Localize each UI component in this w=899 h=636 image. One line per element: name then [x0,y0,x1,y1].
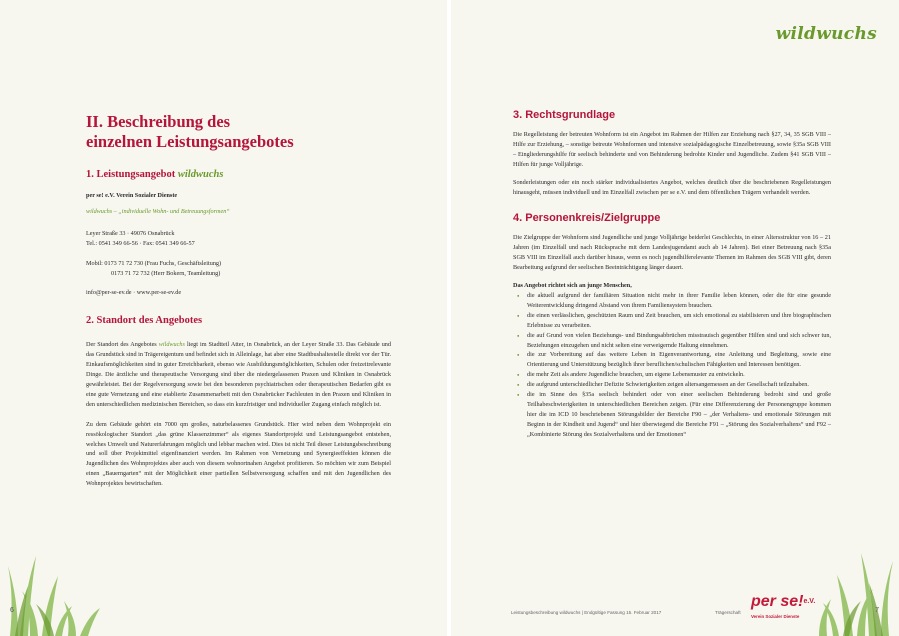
target-list-intro: Das Angebot richtet sich an junge Menschen, [513,282,632,290]
section2-paragraph2: Zu dem Gebäude gehört ein 7000 qm großes, naturbelassenes Grundstück. Hier wird neben dem Wohnprojekt ein ressökologischer Standort „das grüne Klassenzimmer“ als eigenes Standortprojekt und Leistungsangebot entstehen, welches Umwelt und Naturerfahrungen möglich und lebbar machen wird. Dies ist nicht Teil dieser Leistungsbeschreibung und soll über Projektmittel eigenfinanziert werden. Im Rahmen von Vernetzung und Synergieeffekten können die Jugendlichen des Wohnprojektes aber auch von diesem wohnortnahen Angebot profitieren. So möchten wir zum Beispiel einen „Bauerngarten“ mit der Möglichkeit einer partiellen Selbstversorgung schaffen und mit den Jugendlichen des Wohnprojektes bewirtschaften. [86,420,391,488]
org-name: per se! e.V. Verein Sozialer Dienste [86,192,178,199]
org-subtitle: wildwuchs – „individuelle Wohn- und Betreuungsformen“ [86,207,230,215]
p1-brand: wildwuchs [158,341,185,349]
wildwuchs-logo: wildwuchs [775,24,877,44]
section1-heading [86,168,391,182]
list-item: ● die einen verlässlichen, geschützten Raum und Zeit brauchen, um sich emotional zu stabilisieren und ihre biographischen Erlebnisse zu verarbeiten. [527,311,831,331]
footer-document-info: Leistungsbeschreibung wildwuchs | Endgültige Fassung 15. Februar 2017 [511,610,662,615]
page-number-left: 6 [10,607,14,614]
mobile-1: Mobil: 0173 71 72 730 (Frau Fuchs, Geschäftsleitung) [86,259,222,267]
section1-heading-brand: wildwuchs [177,169,224,180]
target-group-list [513,291,831,440]
per-se-logo [751,594,815,610]
section1-heading-prefix: 1. Leistungsangebot [86,169,178,180]
main-title-line2: einzelnen Leistungsangebotes [86,132,294,151]
per-se-logo-ev: e.V. [803,598,816,605]
list-item: ● die im Sinne des §35a seelisch behindert oder von einer seelischen Behinderung bedroht sind und große Teilhabeschwierigkeiten in unterschiedlichen Bereichen zeigen. (Für eine Differenzierung der Personengruppe kommen hier die im ICD 10 beschriebenen Störungsbilder der Bereiche F90 – „der Verhaltens- und emotionale Störungen mit Beginn in der Kindheit und Jugend“ und hier überwiegend die Bereiche F91 – „Störung des Sozialverhaltens“ und F92 – „Kombinierte Störung des Sozialverhaltens und der Emotionen“ [527,390,831,440]
per-se-logo-subtitle: Verein Sozialer Dienste [751,614,800,619]
p1-start: Der Standort des Angebotes [86,341,159,349]
section3-paragraph2: Sonderleistungen oder ein noch stärker individualisiertes Angebot, welches deutlich über die beschriebenen Regelleistungen hinausgeht, müssen individuell und im Einzelfall zwischen per se e.V. und dem öffentlichen Trägern verhandelt werden. [513,178,831,196]
main-title-line1: II. Beschreibung des [86,112,231,131]
section4-heading: 4. Personenkreis/Zielgruppe [513,212,661,225]
section3-heading: 3. Rechtsgrundlage [513,109,616,121]
list-item: ● die zur Vorbereitung auf das weitere Leben in Eigenverantwortung, eine Anleitung und Begleitung, sowie eine Orientierung und Unterstützung bezüglich ihrer beruflichen/schulischen Fähigkeiten und Interessen benötigen. [527,350,831,370]
main-title [86,112,391,152]
right-content [513,108,831,440]
per-se-logo-text: per se! [751,593,804,610]
right-page [451,0,899,636]
grass-decoration-left-icon [0,546,140,636]
mobile-2: 0173 71 72 732 (Herr Bokern, Teamleitung) [111,269,221,277]
phone-fax: Tel.: 0541 349 66-56 · Fax: 0541 349 66-57 [86,239,195,247]
footer-traeger-label: Trägerschaft [715,610,741,615]
section4-paragraph1: Die Zielgruppe der Wohnform sind Jugendliche und junge Volljährige beiderlei Geschlechts, in einer Altersstruktur von 16 – 21 Jahren (im Einzelfall und nach Rücksprache mit dem Landesjugendamt auch ab 14 Jahren). Bei einer Betreuung nach §35a SGB VIII im Einzelfall auch darüber hinaus, wenn es noch jugendhilferelevante Themen im Rahmen des SGB VIII gibt, deren Bearbeitung aufgrund der seelischen Beeinträchtigung länger dauert. [513,234,831,272]
list-item: ● die mehr Zeit als andere Jugendliche brauchen, um eigene Lebensmuster zu entwickeln. [527,370,831,380]
section3-paragraph1: Die Regelleistung der betreuten Wohnform ist ein Angebot im Rahmen der Hilfen zur Erziehung nach §27, 34, 35 SGB VIII – Hilfe zur Erziehung, – sonstige betreute Wohnformen und intensive sozialpädagogische Einzelbetreuung, sowie §35a SGB VIII – Eingliederungshilfe für seelisch behinderte und von Behinderung bedrohte Kinder und Jugendliche. Zudem §41 SGB VIII – Hilfen für junge Volljährige. [513,131,831,168]
address: Leyer Straße 33 · 49076 Osnabrück [86,229,175,237]
left-content [86,112,391,489]
left-page [0,0,447,636]
list-item: ● die auf Grund von vielen Beziehungs- und Bindungsabbrüchen misstrauisch gegenüber Hilfen sind und sich schwer tun, Beziehungen einzugehen und nicht selten eine verweigernde Haltung einnehmen. [527,331,831,351]
email-website[interactable]: info@per-se-ev.de · www.per-se-ev.de [86,289,182,297]
section2-paragraph1 [86,340,391,409]
section2-heading: 2. Standort des Angebotes [86,315,203,327]
list-item: ● die aufgrund unterschiedlicher Defizite Schwierigkeiten zeigen altersangemessen an der Gesellschaft teilzuhaben. [527,380,831,390]
grass-decoration-right-icon [769,541,899,636]
list-item: ● die aktuell aufgrund der familiären Situation nicht mehr in ihrer Familie leben können, oder die für eine gesunde Weiterentwicklung dringend Abstand von ihrem Familiensystem brauchen. [527,291,831,311]
p1-rest: liegt im Stadtteil Atter, in Osnabrück, an der Leyer Straße 33. Das Gebäude und das Grundstück sind in Trägereigentum und befindet sich in Alleinlage, hat aber eine Stadtbushaltestelle direkt vor der Tür. Einkaufsmöglichkeiten sind in guter Erreichbarkeit, ebenso wie Ausbildungsmöglichkeiten, Schulen oder freizeitrelevante Dinge. Die ärztliche und therapeutische Versorgung sind über die niedergelassenen Praxen und Kliniken in Osnabrück gewährleistet. Bei der Regelversorgung sowie bei den besonderen psychiatrischen oder therapeutischen Bedarfen gibt es eine gute Vernetzung und eine etablierte Zusammenarbeit mit den Osnabrücker Fachleuten in den Praxen und Kliniken in den unterschiedlichen medizinischen Bereichen, so dass ein kurzfristiger und individueller Zugang einfach möglich ist. [86,341,391,408]
page-number-right: 7 [875,607,879,614]
